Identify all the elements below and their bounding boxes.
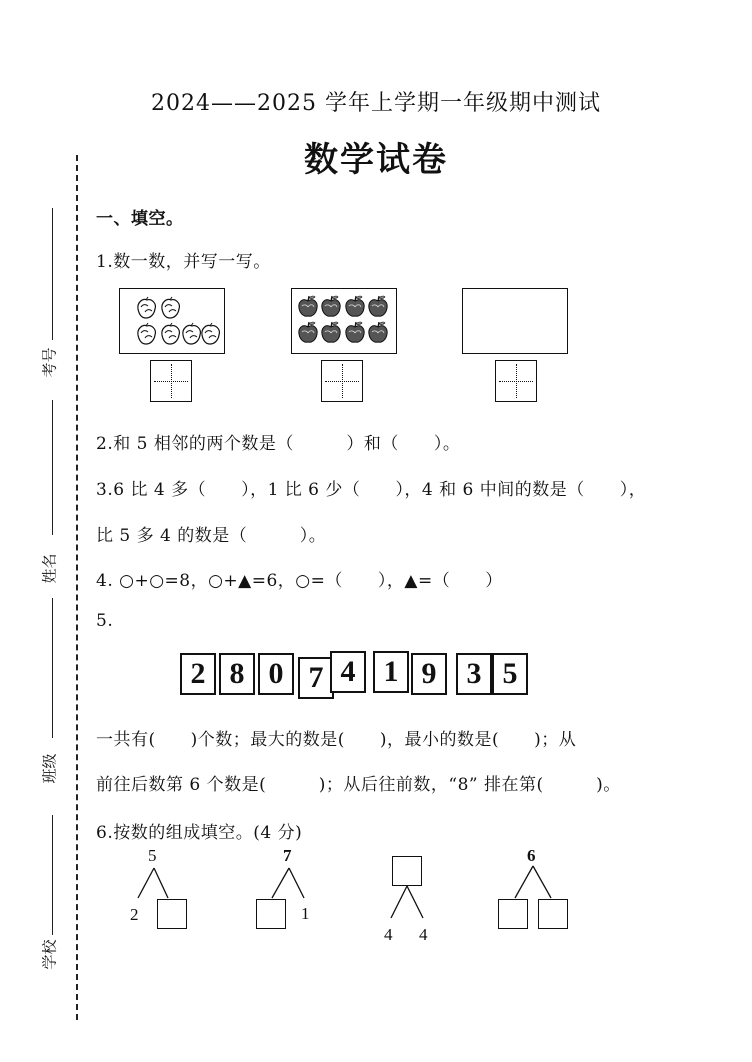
exam-no-label: 考号 (40, 347, 59, 378)
q5-text-line1: 一共有( )个数；最大的数是( )，最小的数是( )；从 (96, 730, 577, 750)
school-label: 学校 (40, 939, 59, 970)
bond-1-left: 2 (130, 905, 139, 924)
name-label: 姓名 (40, 553, 59, 584)
bond-3-left: 4 (384, 925, 393, 944)
number-card: 2 (180, 653, 216, 695)
bond-1-top: 5 (148, 846, 157, 865)
q2-text: 2.和 5 相邻的两个数是（ ）和（ ）。 (96, 434, 461, 454)
q5-text-line2: 前往后数第 6 个数是( )；从后往前数，“8” 排在第( )。 (96, 775, 621, 795)
bond-4-top: 6 (527, 846, 536, 865)
bond-2-top: 7 (283, 846, 292, 865)
section-title: 一、填空。 (96, 209, 184, 229)
bond-4-right-box[interactable] (538, 899, 568, 929)
q1-text: 1.数一数，并写一写。 (96, 252, 271, 272)
number-card: 5 (492, 653, 528, 695)
q4-text: 4. ○+○=8，○+▲=6，○=（ ），▲=（ ） (96, 571, 503, 591)
exam-title: 2024——2025 学年上学期一年级期中测试 (151, 91, 601, 116)
number-card: 1 (373, 651, 409, 693)
number-card: 7 (298, 657, 334, 699)
bond-2-left-box[interactable] (256, 899, 286, 929)
number-card: 0 (258, 653, 294, 695)
q6-text: 6.按数的组成填空。(4 分) (96, 823, 303, 843)
bond-3-top-box[interactable] (392, 856, 422, 886)
bond-2-right: 1 (301, 904, 310, 923)
number-card: 9 (411, 653, 447, 695)
q5-label: 5. (96, 611, 114, 631)
q3-text-line2: 比 5 多 4 的数是（ ）。 (96, 526, 327, 546)
subject-title: 数学试卷 (304, 140, 448, 180)
q3-text-line1: 3.6 比 4 多（ ），1 比 6 少（ ），4 和 6 中间的数是（ ）， (96, 480, 647, 500)
number-card: 8 (219, 653, 255, 695)
number-card: 4 (330, 651, 366, 693)
number-card: 3 (456, 653, 492, 695)
class-label: 班级 (40, 753, 59, 784)
bond-3-right: 4 (419, 925, 428, 944)
bond-4-left-box[interactable] (498, 899, 528, 929)
bond-1-right-box[interactable] (157, 899, 187, 929)
